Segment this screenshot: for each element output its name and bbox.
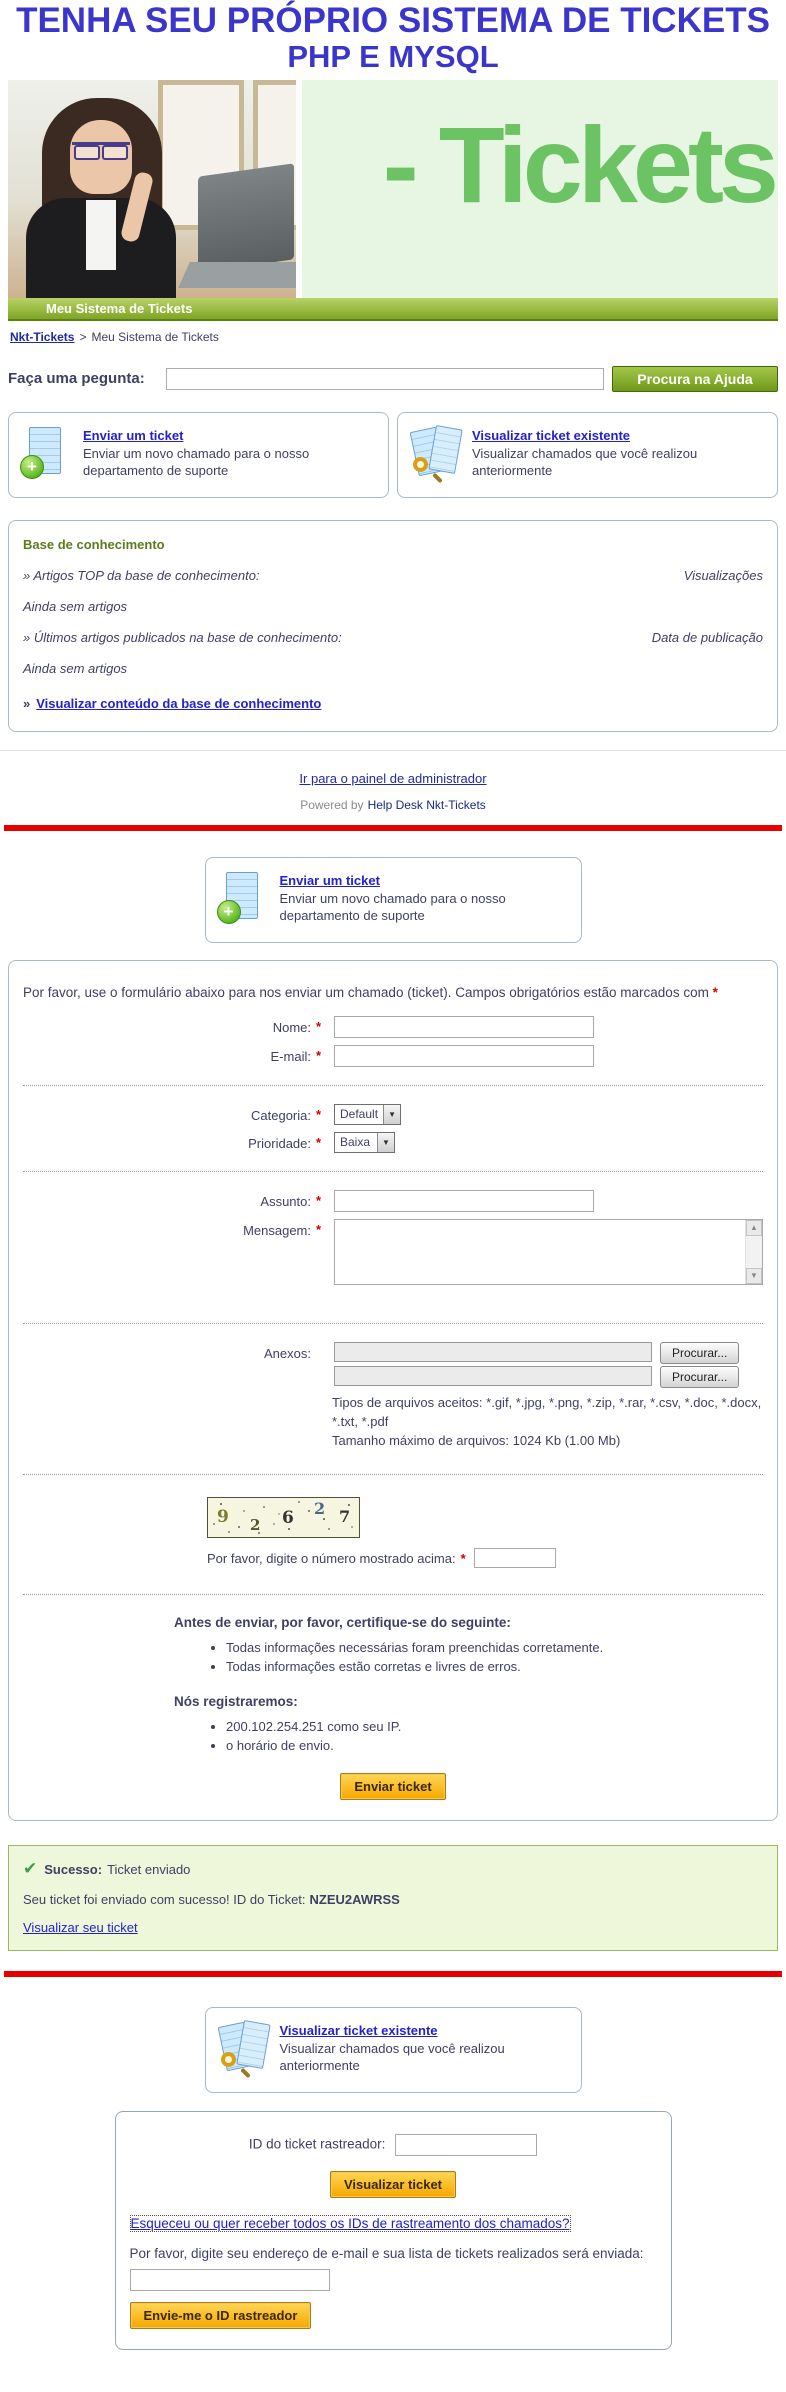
required-mark: * — [316, 1106, 322, 1122]
kb-latest-articles-row — [23, 630, 763, 645]
kb-views-column-label: Visualizações — [683, 567, 763, 583]
captcha-digit: 2 — [314, 1499, 326, 1519]
form-intro-text — [23, 985, 763, 1000]
record-list — [211, 1719, 763, 1753]
view-ticket-link[interactable]: Visualizar ticket existente — [472, 427, 631, 443]
record-item-time: • o horário de envio. — [226, 1738, 763, 1753]
success-subtitle: Ticket enviado — [107, 1861, 191, 1877]
kb-top-articles-row — [23, 568, 763, 583]
captcha-image — [207, 1497, 360, 1538]
success-message — [23, 1892, 763, 1907]
spacer — [23, 1366, 311, 1370]
powered-by-prefix: Powered by — [300, 797, 364, 812]
submit-row — [23, 1773, 763, 1800]
kb-empty-top: Ainda sem artigos — [23, 598, 128, 614]
view-ticket-description: Visualizar chamados que você realizou anteriormente — [279, 2041, 505, 2074]
chevron-down-icon[interactable]: ▼ — [383, 1105, 400, 1124]
required-mark: * — [460, 1550, 466, 1566]
record-title: Nós registraremos: — [174, 1694, 298, 1710]
captcha-block — [207, 1497, 763, 1538]
card-body — [274, 871, 571, 929]
knowledgebase-title: Base de conhecimento — [23, 536, 165, 552]
laptop-icon — [198, 163, 294, 272]
section-header-title: Meu Sistema de Tickets — [46, 300, 193, 316]
name-field[interactable] — [334, 1016, 594, 1038]
required-mark: * — [712, 984, 718, 1000]
submit-ticket-description: Enviar um novo chamado para o nosso departamento de suporte — [83, 445, 310, 478]
magnifier-handle — [432, 473, 443, 484]
kb-view-content-link[interactable]: Visualizar conteúdo da base de conhecimento — [36, 695, 322, 711]
submit-ticket-description: Enviar um novo chamado para o nosso departamento de suporte — [279, 890, 506, 923]
ticket-id: NZEU2AWRSS — [309, 1892, 400, 1908]
required-mark: * — [316, 1018, 322, 1034]
view-ticket-description: Visualizar chamados que você realizou anteriormente — [472, 445, 698, 478]
plus-icon: + — [20, 455, 44, 479]
dotted-divider — [23, 1474, 763, 1475]
attachment-file-field-2[interactable] — [334, 1366, 652, 1386]
browse-button-1[interactable]: Procurar... — [660, 1342, 739, 1364]
form-intro-main: Por favor, use o formulário abaixo para nos enviar um chamado (ticket). Campos obrigatórios estão marcados com — [23, 984, 709, 1000]
card-body — [274, 2021, 571, 2079]
magnifier-handle — [240, 2068, 251, 2079]
required-mark: * — [316, 1134, 322, 1150]
message-label: Mensagem: — [243, 1222, 311, 1238]
success-title: Sucesso: — [44, 1861, 103, 1877]
send-tracking-id-button[interactable]: Envie-me o ID rastreador — [130, 2302, 312, 2329]
success-header — [23, 1859, 763, 1879]
page-headline — [0, 0, 786, 80]
submit-ticket-link[interactable]: Enviar um ticket — [279, 872, 380, 888]
breadcrumb — [8, 321, 778, 346]
knowledgebase-box — [8, 520, 778, 732]
new-ticket-form — [8, 960, 778, 1822]
laptop-base — [178, 262, 296, 288]
kb-date-column-label: Data de publicação — [651, 629, 763, 645]
search-input[interactable] — [166, 368, 604, 390]
bottom-spacer — [0, 2350, 786, 2392]
banner-photo — [8, 80, 296, 298]
maxsize-text: Tamanho máximo de arquivos: 1024 Kb (1.00 Mb) — [332, 1432, 621, 1448]
priority-label: Prioridade: — [248, 1135, 311, 1151]
section-header-bar — [8, 298, 778, 321]
view-ticket-card[interactable] — [397, 412, 778, 498]
message-field-row — [23, 1219, 763, 1285]
view-ticket-button[interactable]: Visualizar ticket — [330, 2171, 456, 2198]
subject-field[interactable] — [334, 1190, 594, 1212]
headline-line1: TENHA SEU PRÓPRIO SISTEMA DE TICKETS — [16, 1, 770, 40]
spacer — [316, 1342, 328, 1345]
kb-empty-latest: Ainda sem artigos — [23, 660, 128, 676]
spacer — [316, 1366, 328, 1369]
card-body — [466, 426, 767, 484]
category-label: Categoria: — [251, 1107, 311, 1123]
plus-icon: + — [217, 900, 241, 924]
captcha-label: Por favor, digite o número mostrado acima: — [207, 1550, 456, 1566]
scroll-down-icon[interactable]: ▼ — [746, 1268, 762, 1284]
captcha-digit: 7 — [339, 1507, 351, 1527]
help-search-row — [8, 366, 778, 392]
priority-selected-value: Baixa — [340, 1134, 371, 1149]
name-field-row — [23, 1016, 763, 1038]
view-ticket-link[interactable]: Visualizar ticket existente — [279, 2023, 438, 2039]
success-message-prefix: Seu ticket foi enviado com sucesso! ID do Ticket: — [23, 1892, 306, 1908]
view-your-ticket-link[interactable]: Visualizar seu ticket — [23, 1920, 138, 1936]
required-mark: * — [316, 1221, 322, 1237]
email-label: E-mail: — [270, 1048, 311, 1064]
checklist — [211, 1640, 763, 1674]
success-message-box — [8, 1845, 778, 1951]
checklist-item: • Todas informações necessárias foram preenchidas corretamente. — [226, 1640, 763, 1655]
attachment-file-field-1[interactable] — [334, 1342, 652, 1362]
record-item-ip: • 200.102.254.251 como seu IP. — [226, 1719, 763, 1734]
email-field[interactable] — [334, 1045, 594, 1067]
dotted-divider — [23, 1085, 763, 1086]
category-selected-value: Default — [340, 1106, 379, 1121]
brand-logo-text: - Tickets — [382, 103, 774, 225]
card-body — [77, 426, 378, 484]
magnifier-icon — [221, 2052, 236, 2067]
captcha-input-row — [207, 1548, 763, 1568]
checklist-title: Antes de enviar, por favor, certifique-se do seguinte: — [174, 1615, 511, 1631]
submit-ticket-link[interactable]: Enviar um ticket — [83, 427, 184, 443]
banner-brand-panel — [302, 80, 778, 298]
glasses-icon — [72, 142, 130, 154]
breadcrumb-separator: > — [79, 329, 87, 344]
tracking-email-field[interactable] — [130, 2269, 330, 2291]
category-field-row — [23, 1104, 763, 1125]
dotted-divider — [23, 1171, 763, 1172]
attachments-row-1 — [23, 1342, 763, 1364]
name-label: Nome: — [272, 1019, 311, 1035]
headline-line2: PHP E MYSQL — [287, 38, 499, 74]
attachments-label: Anexos: — [264, 1345, 311, 1361]
email-instruction: Por favor, digite seu endereço de e-mail e sua lista de tickets realizados será enviada: — [129, 2246, 644, 2262]
footer-links — [0, 751, 786, 812]
attachment-notes — [332, 1394, 763, 1451]
subject-label: Assunto: — [260, 1193, 311, 1209]
magnifier-icon — [413, 457, 428, 472]
kb-latest-label: » Últimos artigos publicados na base de conhecimento: — [23, 629, 342, 645]
submit-ticket-card[interactable] — [8, 412, 389, 498]
ticket-tracking-box — [115, 2111, 672, 2350]
required-mark: * — [316, 1192, 322, 1208]
scroll-up-icon[interactable]: ▲ — [746, 1220, 762, 1236]
chevron-down-icon[interactable]: ▼ — [377, 1133, 394, 1152]
captcha-digit: 6 — [282, 1508, 294, 1529]
check-icon: ✔ — [23, 1859, 38, 1879]
submit-ticket-button[interactable]: Enviar ticket — [340, 1773, 445, 1800]
required-mark: * — [316, 1047, 322, 1063]
captcha-digit: 9 — [217, 1507, 229, 1528]
dotted-divider — [23, 1594, 763, 1595]
subject-field-row — [23, 1190, 763, 1212]
message-textarea[interactable] — [334, 1219, 763, 1285]
view-ticket-icon — [410, 426, 466, 484]
kb-view-link-row — [23, 696, 763, 711]
forgot-tracking-ids-link[interactable]: Esqueceu ou quer receber todos os IDs de rastreamento dos chamados? — [130, 2216, 570, 2232]
red-section-divider — [4, 1971, 782, 1977]
new-ticket-icon — [218, 871, 274, 929]
tracking-id-label: ID do ticket rastreador: — [248, 2136, 386, 2152]
powered-by-link[interactable]: Help Desk Nkt-Tickets — [367, 797, 486, 812]
textarea-scrollbar[interactable] — [745, 1220, 762, 1284]
tracking-id-field[interactable] — [395, 2134, 537, 2156]
arrow-bullet-icon: » — [23, 695, 31, 711]
priority-field-row — [23, 1132, 763, 1153]
email-field-row — [23, 1045, 763, 1067]
category-select[interactable] — [334, 1104, 401, 1125]
breadcrumb-current: Meu Sistema de Tickets — [91, 329, 219, 344]
search-button[interactable]: Procura na Ajuda — [612, 366, 778, 392]
admin-panel-link[interactable]: Ir para o painel de administrador — [299, 770, 487, 786]
red-section-divider — [4, 825, 782, 831]
checklist-item: • Todas informações estão corretas e livres de erros. — [226, 1659, 763, 1674]
action-cards-row — [8, 412, 778, 498]
person-shirt — [86, 200, 116, 270]
captcha-digit: 2 — [250, 1516, 261, 1535]
new-ticket-icon — [21, 426, 77, 484]
dotted-divider — [23, 1323, 763, 1324]
submit-ticket-card-centered[interactable] — [205, 857, 582, 943]
browse-button-2[interactable]: Procurar... — [660, 1366, 739, 1388]
filetypes-text: Tipos de arquivos aceitos: *.gif, *.jpg, *.png, *.zip, *.rar, *.csv, *.doc, *.docx, *.txt, *.pdf — [332, 1394, 762, 1429]
captcha-field[interactable] — [474, 1548, 556, 1568]
powered-by — [0, 798, 786, 812]
breadcrumb-home-link[interactable]: Nkt-Tickets — [10, 329, 75, 344]
tracking-button-row — [130, 2171, 657, 2198]
tracking-id-row — [130, 2134, 657, 2156]
priority-select[interactable] — [334, 1132, 395, 1153]
banner — [8, 80, 778, 298]
captcha-noise — [208, 1498, 210, 1500]
view-ticket-icon — [218, 2021, 274, 2079]
search-label: Faça uma pegunta: — [8, 370, 145, 388]
kb-top-label: » Artigos TOP da base de conhecimento: — [23, 567, 260, 583]
view-ticket-card-centered[interactable] — [205, 2007, 582, 2093]
attachments-row-2 — [23, 1366, 763, 1388]
